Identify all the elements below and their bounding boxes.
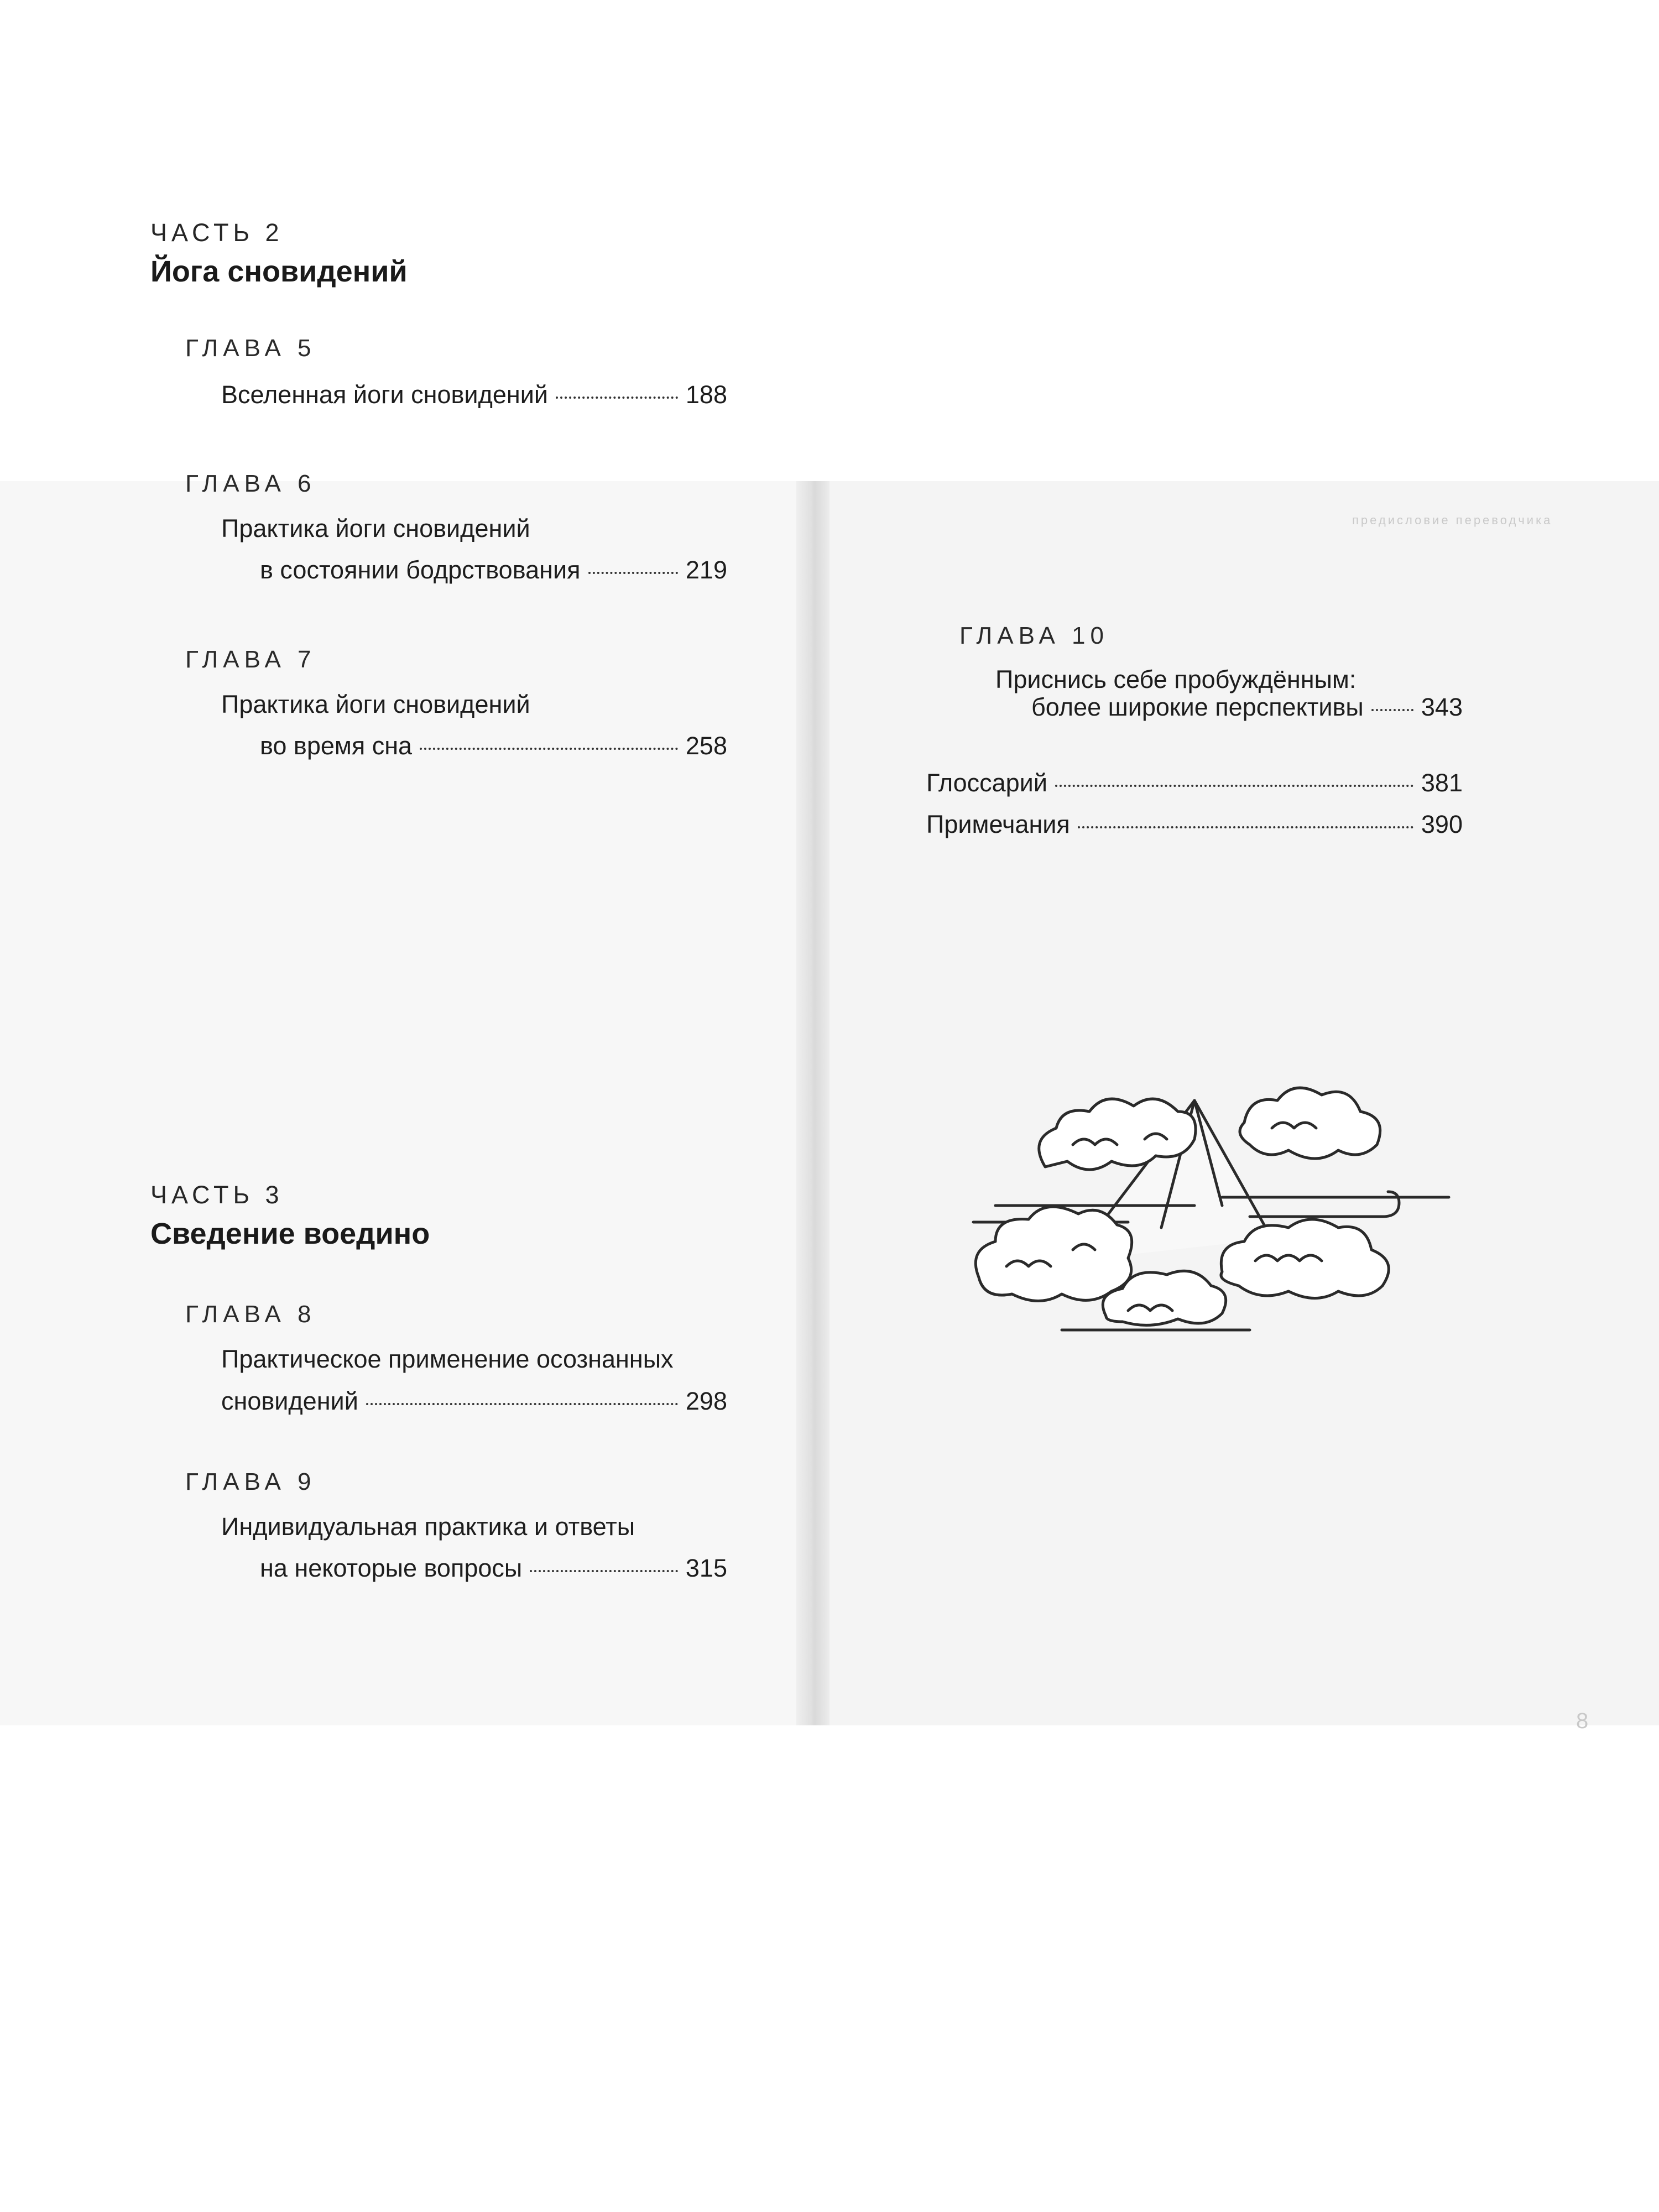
toc-entry-notes[interactable] <box>926 810 1463 839</box>
entry-title: Вселенная йоги сновидений <box>221 380 548 409</box>
cloud-mountain-illustration <box>962 1040 1460 1349</box>
entry-title: Практическое применение осознанных <box>221 1345 674 1373</box>
toc-entry-chapter-6[interactable] <box>260 556 727 585</box>
toc-entry-chapter-10[interactable] <box>1031 693 1463 722</box>
dot-leader <box>588 572 678 574</box>
page-number: 315 <box>685 1554 727 1582</box>
running-header: предисловие переводчика <box>1352 513 1553 527</box>
page-number: 343 <box>1421 693 1463 721</box>
page-number: 298 <box>685 1387 727 1415</box>
entry-title: на некоторые вопросы <box>260 1554 523 1582</box>
toc-entry-glossary[interactable] <box>926 769 1463 797</box>
page-number: 258 <box>685 732 727 760</box>
toc-entry-chapter-5[interactable] <box>221 380 727 409</box>
part-title: Сведение воедино <box>150 1217 430 1250</box>
part-label: ЧАСТЬ 2 <box>150 218 284 247</box>
dot-leader <box>366 1403 678 1405</box>
dot-leader <box>1055 785 1413 787</box>
entry-title: во время сна <box>260 732 413 760</box>
chapter-label: ГЛАВА 10 <box>959 622 1109 649</box>
entry-title: сновидений <box>221 1387 358 1415</box>
dot-leader <box>556 397 678 399</box>
entry-title: Примечания <box>926 810 1070 838</box>
entry-title: Практика йоги сновидений <box>221 514 530 542</box>
chapter-label: ГЛАВА 9 <box>185 1468 316 1495</box>
entry-title: более широкие перспективы <box>1031 693 1364 721</box>
toc-entry-chapter-9[interactable] <box>260 1554 727 1583</box>
toc-entry-chapter-8[interactable] <box>221 1387 727 1416</box>
chapter-label: ГЛАВА 5 <box>185 335 316 362</box>
entry-title: Глоссарий <box>926 769 1047 797</box>
page-number-folio: 8 <box>1576 1709 1589 1733</box>
chapter-label: ГЛАВА 8 <box>185 1301 316 1328</box>
entry-title: в состоянии бодрствования <box>260 556 581 584</box>
dot-leader <box>420 748 678 750</box>
page-number: 219 <box>685 556 727 584</box>
dot-leader <box>1371 709 1413 711</box>
chapter-label: ГЛАВА 6 <box>185 470 316 497</box>
chapter-label: ГЛАВА 7 <box>185 646 316 673</box>
part-title: Йога сновидений <box>150 255 408 288</box>
entry-title: Практика йоги сновидений <box>221 690 530 718</box>
page-number: 381 <box>1421 769 1463 797</box>
dot-leader <box>530 1570 678 1572</box>
entry-title: Индивидуальная практика и ответы <box>221 1512 635 1541</box>
entry-title: Приснись себе пробуждённым: <box>995 665 1357 693</box>
page-number: 188 <box>685 380 727 409</box>
book-gutter <box>796 481 830 1725</box>
dot-leader <box>1078 826 1413 828</box>
toc-entry-chapter-7[interactable] <box>260 732 727 760</box>
part-label: ЧАСТЬ 3 <box>150 1181 284 1209</box>
page-number: 390 <box>1421 810 1463 838</box>
